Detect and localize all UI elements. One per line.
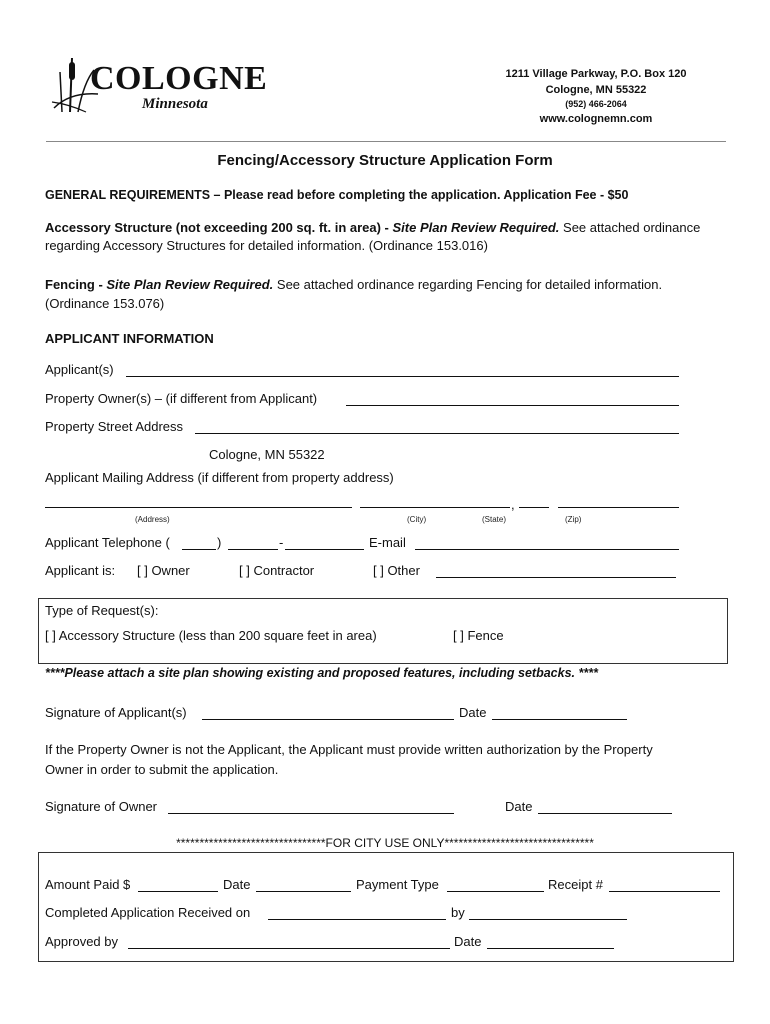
owner-date-label: Date (505, 799, 533, 814)
telephone-close-paren: ) (217, 535, 222, 550)
street-address-field[interactable] (195, 420, 679, 434)
amount-paid-field[interactable] (138, 878, 218, 892)
owner-date-field[interactable] (538, 800, 672, 814)
applicant-heading: APPLICANT INFORMATION (45, 331, 214, 346)
payment-type-label: Payment Type (356, 877, 439, 892)
email-field[interactable] (415, 536, 679, 550)
website: www.colognemn.com (539, 113, 653, 125)
applicants-label: Applicant(s) (45, 362, 114, 377)
mailing-city-field[interactable] (360, 494, 510, 508)
owner-checkbox[interactable]: [ ] Owner (137, 563, 190, 578)
applicant-is-label: Applicant is: (45, 563, 116, 578)
accessory-paragraph (45, 220, 700, 235)
receipt-label: Receipt # (548, 877, 603, 892)
applicant-date-field[interactable] (492, 706, 627, 720)
street-address-label: Property Street Address (45, 419, 184, 434)
city-date-label: Date (223, 877, 251, 892)
mailing-zip-field[interactable] (558, 494, 679, 508)
property-owner-field[interactable] (346, 392, 679, 406)
request-type-label: Type of Request(s): (45, 603, 159, 618)
approved-date-label: Date (454, 934, 482, 949)
sub-address-label: (Address) (135, 515, 170, 524)
received-by-label: by (451, 905, 465, 920)
telephone-label: Applicant Telephone ( (45, 535, 170, 550)
telephone-area-field[interactable] (182, 536, 216, 550)
accessory-bold: Accessory Structure (not exceeding 200 sq. ft. in area) - (45, 220, 393, 235)
owner-signature-label: Signature of Owner (45, 799, 158, 814)
approved-by-label: Approved by (45, 934, 118, 949)
city-use-banner: ********************************FOR CITY USE ONLY******************************** (176, 836, 594, 850)
sub-city-label: (City) (407, 515, 427, 524)
address-line2: Cologne, MN 55322 (545, 84, 647, 96)
received-on-label: Completed Application Received on (45, 905, 251, 920)
fencing-bold: Fencing - (45, 277, 107, 292)
phone-number: (952) 466-2064 (565, 99, 627, 109)
payment-type-field[interactable] (447, 878, 544, 892)
general-requirements: GENERAL REQUIREMENTS – Please read before completing the application. Application Fee - $50 (45, 188, 629, 202)
telephone-line-field[interactable] (285, 536, 364, 550)
accessory-site-plan: Site Plan Review Required. (392, 220, 560, 235)
fencing-line2: (Ordinance 153.076) (45, 296, 165, 311)
fence-checkbox[interactable]: [ ] Fence (453, 628, 504, 643)
accessory-structure-checkbox[interactable]: [ ] Accessory Structure (less than 200 square feet in area) (45, 628, 377, 643)
mailing-address-label: Applicant Mailing Address (if different from property address) (45, 470, 394, 485)
telephone-dash: - (279, 535, 284, 550)
owner-authorization-note: If the Property Owner is not the Applicant, the Applicant must provide written authorization by the Property (45, 742, 653, 757)
telephone-prefix-field[interactable] (228, 536, 278, 550)
received-on-field[interactable] (268, 906, 446, 920)
email-label: E-mail (369, 535, 406, 550)
receipt-field[interactable] (609, 878, 720, 892)
mailing-address-field[interactable] (45, 494, 352, 508)
applicant-date-label: Date (459, 705, 487, 720)
received-by-field[interactable] (469, 906, 627, 920)
owner-signature-field[interactable] (168, 800, 454, 814)
amount-paid-label: Amount Paid $ (45, 877, 131, 892)
approved-date-field[interactable] (487, 935, 614, 949)
applicant-signature-field[interactable] (202, 706, 454, 720)
fencing-site-plan: Site Plan Review Required. (106, 277, 274, 292)
other-checkbox[interactable]: [ ] Other (373, 563, 420, 578)
property-owner-label: Property Owner(s) – (if different from Applicant) (45, 391, 318, 406)
city-logo (50, 52, 268, 120)
header-divider (46, 141, 726, 142)
logo-name: COLOGNE (90, 60, 268, 97)
page-title: Fencing/Accessory Structure Application Form (217, 152, 553, 169)
address-line1: 1211 Village Parkway, P.O. Box 120 (505, 68, 687, 80)
applicants-field[interactable] (126, 363, 679, 377)
fencing-paragraph (45, 277, 662, 292)
other-field[interactable] (436, 564, 676, 578)
sub-state-label: (State) (482, 515, 507, 524)
city-state-text: Cologne, MN 55322 (209, 447, 325, 462)
sub-zip-label: (Zip) (565, 515, 582, 524)
approved-by-field[interactable] (128, 935, 450, 949)
accessory-line2: regarding Accessory Structures for detailed information. (Ordinance 153.016) (45, 238, 488, 253)
logo-subtitle: Minnesota (142, 96, 208, 112)
accessory-rest: See attached ordinance (559, 220, 701, 235)
fencing-rest: See attached ordinance regarding Fencing for detailed information. (273, 277, 663, 292)
mailing-state-field[interactable] (519, 494, 549, 508)
site-plan-notice: ****Please attach a site plan showing existing and proposed features, including setbacks. **** (45, 666, 598, 680)
applicant-signature-label: Signature of Applicant(s) (45, 705, 187, 720)
contractor-checkbox[interactable]: [ ] Contractor (239, 563, 315, 578)
city-date-field[interactable] (256, 878, 351, 892)
comma: , (511, 497, 515, 512)
owner-authorization-note-line2: Owner in order to submit the application. (45, 762, 279, 777)
